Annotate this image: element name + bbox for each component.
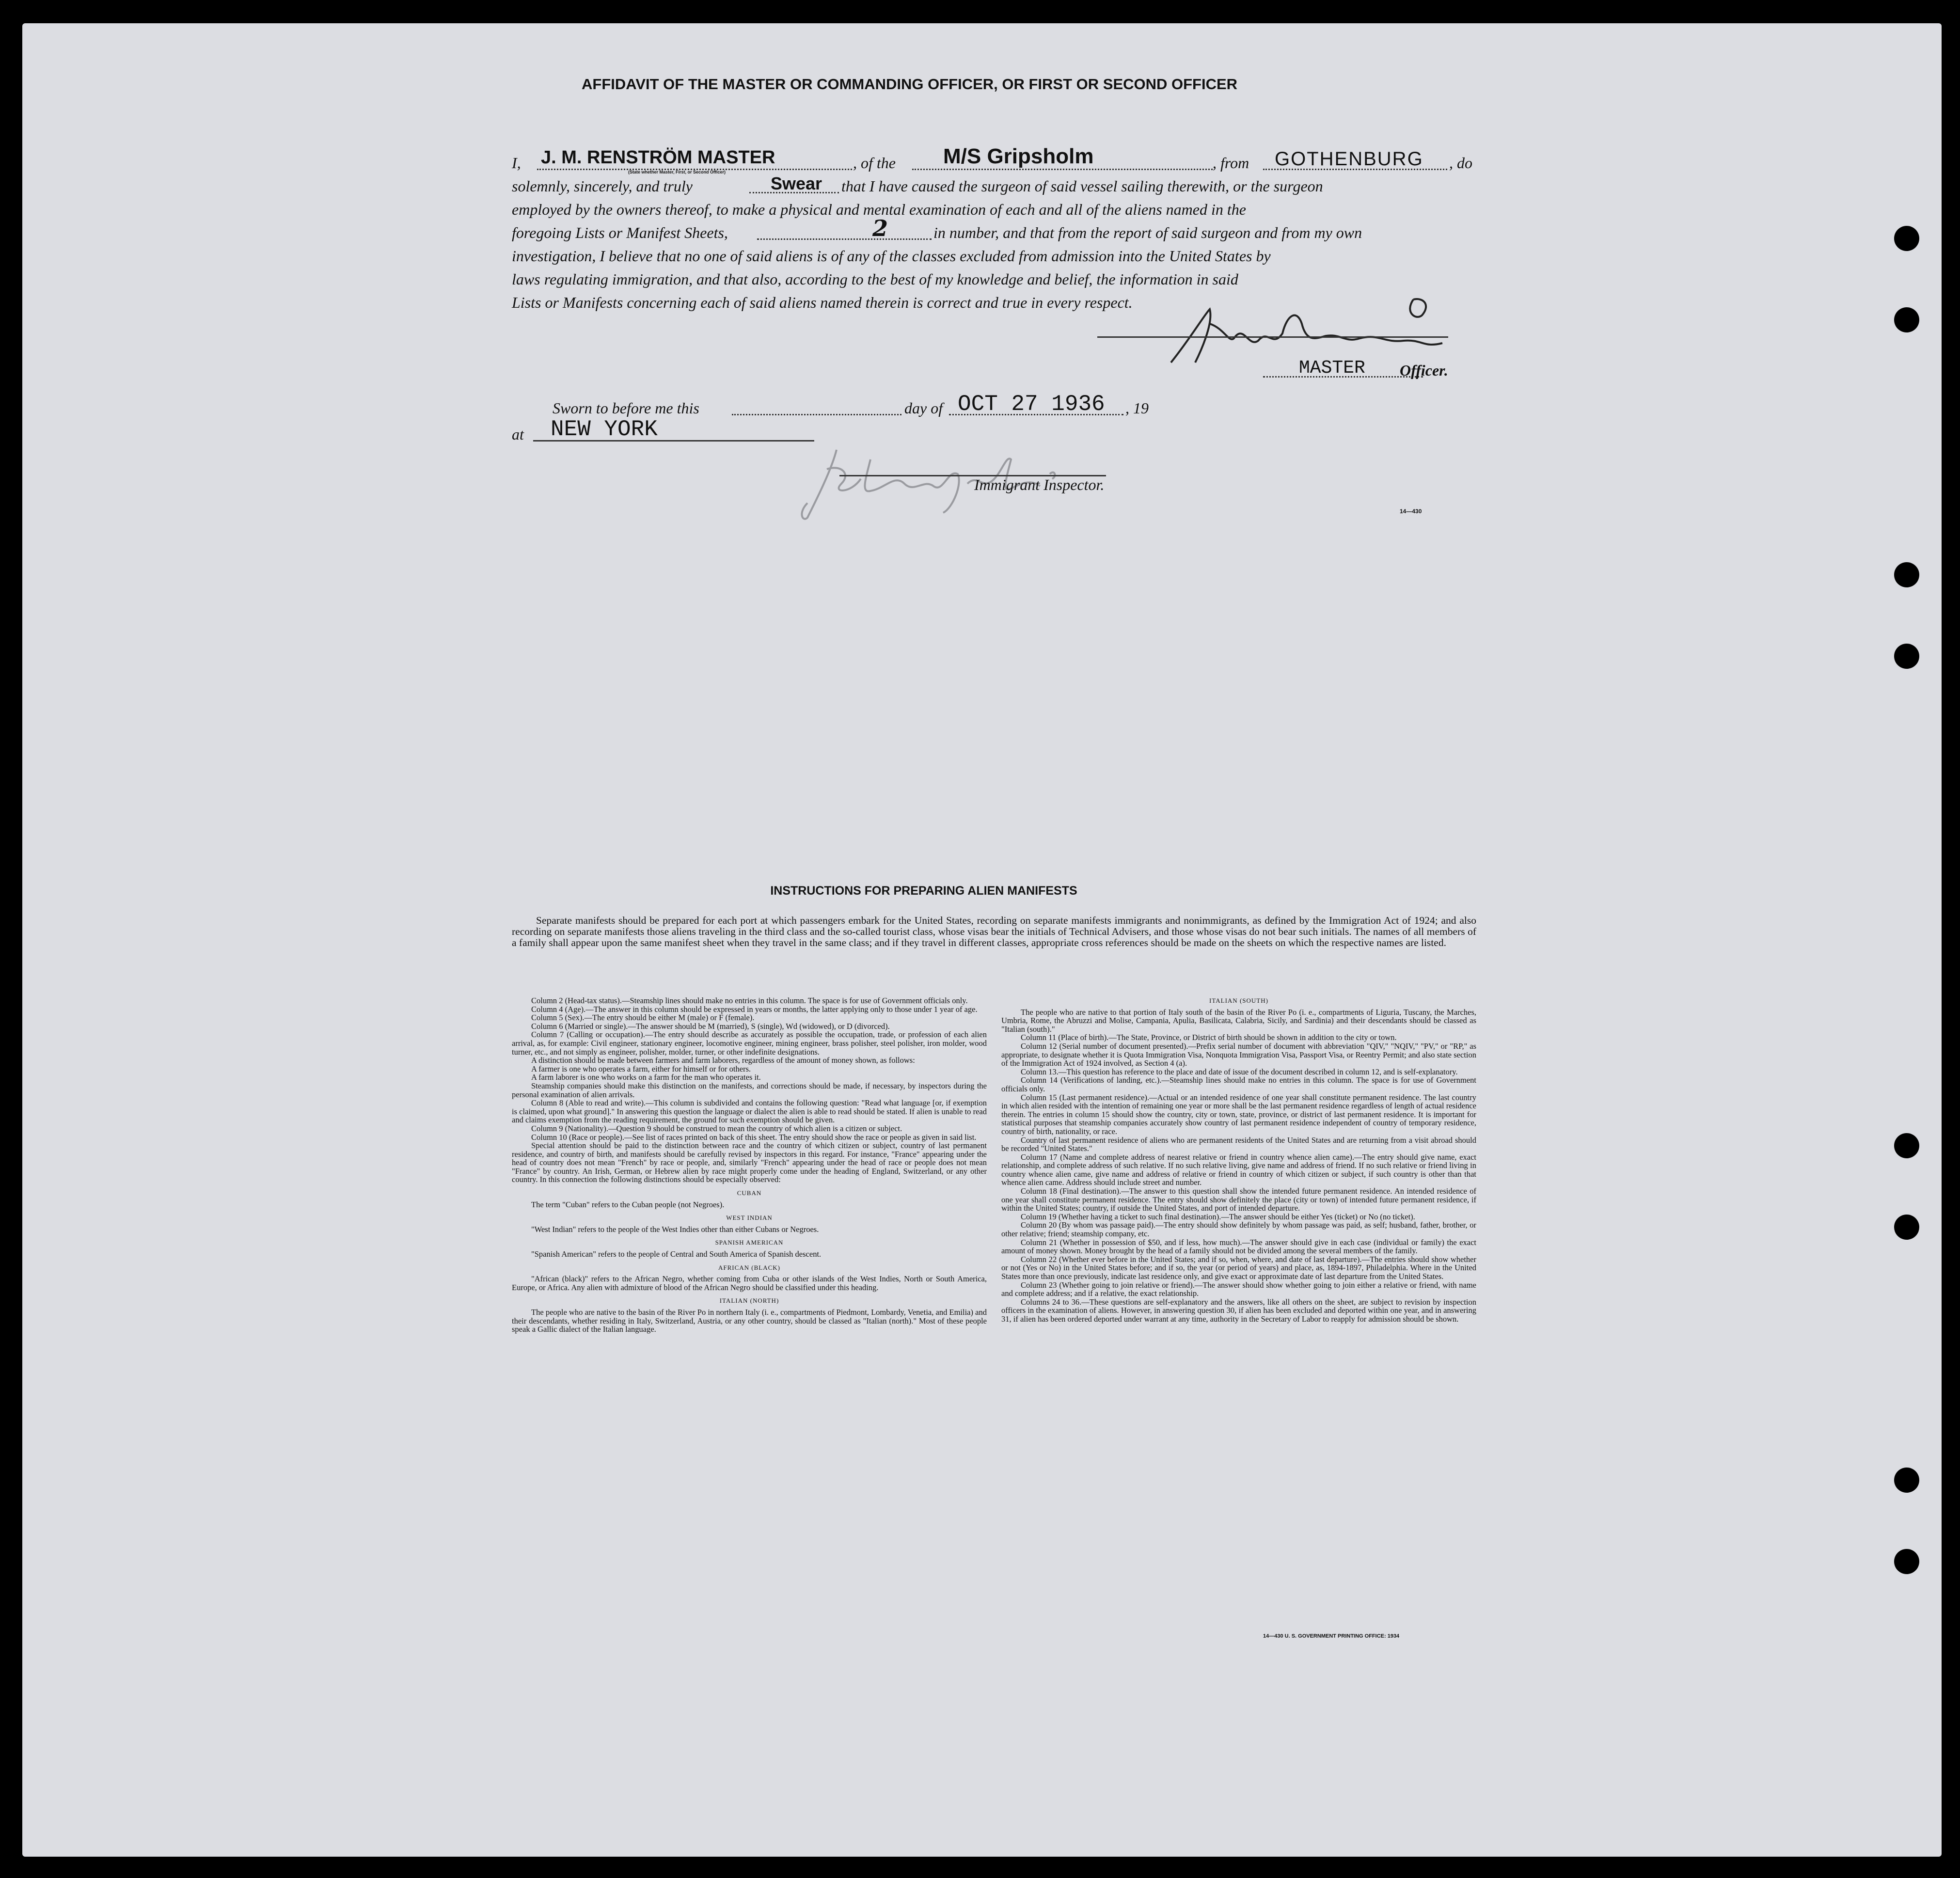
col17-instruction: Column 17 (Name and complete address of nearest relative or friend in country whence alien came).—The entry should give name, exact relationship, and complete address of such relative. If no such relative living, give name and address of friend. If no such relative or friend living in country whence alien came, give name and address of relative or friend in country of which citizen or subject, if such country is other than that whence alien came. Address should include street and number. <box>1001 1152 1476 1187</box>
punch-hole <box>1894 1468 1919 1493</box>
punch-hole <box>1894 644 1919 669</box>
vessel-underline <box>912 169 1213 170</box>
master-name-field: J. M. RENSTRÖM MASTER <box>541 147 775 168</box>
punch-hole <box>1894 562 1919 587</box>
col24-36-instruction: Columns 24 to 36.—These questions are self-explanatory and the answers, like all others on the sheet, are subject to revision by inspection officers in the examination of aliens. However, in answering question 30, if alien has been excluded and deported within one year, and in answering 31, if alien has been ordered deported under warrant at any time, authority in the Secretary of Labor to reapply for admission should be shown. <box>1001 1297 1476 1324</box>
col11-instruction: Column 11 (Place of birth).—The State, Province, or District of birth should be shown in addition to the city or town. <box>1021 1033 1397 1042</box>
heading-spanish-american: SPANISH AMERICAN <box>715 1239 784 1247</box>
col2-instruction: Column 2 (Head-tax status).—Steamship lines should make no entries in this column. The space is for use of Government officials only. <box>531 996 968 1005</box>
col5-instruction: Column 5 (Sex).—The entry should be either M (male) or F (female). <box>531 1013 755 1023</box>
west-indian-definition: "West Indian" refers to the people of the West Indies other than either Cubans or Negroes. <box>531 1224 819 1234</box>
affidavit-word-i: I, <box>512 154 521 172</box>
col8-instruction: Column 8 (Able to read and write).—This column is subdivided and contains the following question: "Read what language [or, if exemption is claimed, upon what ground]." In answering this question the language or dialect the alien is able to read should be stated. If alien is unable to read and claims exemption from the reading requirement, the ground for such exemption should be given. <box>512 1098 987 1125</box>
year-prefix: , 19 <box>1125 399 1149 417</box>
affidavit-solemnly: solemnly, sincerely, and truly <box>512 177 693 195</box>
col13-instruction: Column 13.—This question has reference to the place and date of issue of the document described in column 12, and is self-explanatory. <box>1021 1067 1458 1076</box>
instructions-left-column <box>512 996 987 1646</box>
african-definition: "African (black)" refers to the African Negro, whether coming from Cuba or other islands of the West Indies, North or South America, Europe, or Africa. Any alien with admixture of blood of the African Negro should be classified under this heading. <box>512 1274 987 1292</box>
form-number-top: 14—430 <box>1400 508 1422 515</box>
printing-office-footer: 14—430 U. S. GOVERNMENT PRINTING OFFICE: 1934 <box>1263 1633 1400 1639</box>
col15-instruction: Column 15 (Last permanent residence).—Actual or an intended residence of one year shall constitute permanent residence. The last country in which alien resided with the intention of remaining one year or more shall be the last permanent residence regardless of length of actual residence therein. The entries in column 15 should show the country, city or town, state, province, or district of last permanent residence. It is important for statistical purposes that steamship companies accurately show country of last permanent residence independent of country of temporary residence, country of birth, nationality, or race. <box>1001 1092 1476 1136</box>
italian-south-definition: The people who are native to that portion of Italy south of the basin of the River Po (i. e., compartments of Liguria, Tuscany, the Marches, Umbria, Rome, the Abruzzi and Molise, Campania, Apulia, Basilicata, Calabria, Sicily, and Sardinia) and their descendants should be classed as "Italian (south)." <box>1001 1007 1476 1034</box>
farmer-distinction: A distinction should be made between farmers and farm laborers, regardless of the amount of money shown, as follows: <box>531 1056 915 1065</box>
immigrant-inspector-label: Immigrant Inspector. <box>974 476 1105 493</box>
officer-label: Officer. <box>1400 362 1448 379</box>
col4-instruction: Column 4 (Age).—The answer in this column should be expressed in years or months, the latter applying only to those under 1 year of age. <box>531 1004 978 1014</box>
col9-instruction: Column 9 (Nationality).—Question 9 should be construed to mean the country of which alien is a citizen or subject. <box>531 1123 902 1133</box>
col18-instruction: Column 18 (Final destination).—The answer to this question shall show the intended future permanent residence. An intended residence of one year shall constitute permanent residence. The entry should show definitely the place (city or town) of intended future permanent residence, if within the United States; country, if outside the United States, and port of intended departure. <box>1001 1186 1476 1213</box>
affidavit-word-do: , do <box>1449 154 1472 172</box>
document-sheet <box>22 23 1942 1857</box>
state-whether-note: (State whether Master, First, or Second Officer) <box>628 170 726 174</box>
day-underline <box>732 414 901 415</box>
farm-laborer-definition: A farm laborer is one who works on a farm for the man who operates it. <box>531 1073 761 1082</box>
affidavit-line-7: Lists or Manifests concerning each of said aliens named therein is correct and true in every respect. <box>512 294 1133 311</box>
col10-instruction: Column 10 (Race or people).—See list of races printed on back of this sheet. The entry should show the race or people as given in said list. <box>531 1132 977 1142</box>
officer-rank-field: MASTER <box>1299 358 1365 379</box>
affidavit-foregoing: foregoing Lists or Manifest Sheets, <box>512 224 728 241</box>
heading-african: AFRICAN (BLACK) <box>718 1263 781 1271</box>
day-of-text: day of <box>904 399 943 417</box>
instructions-right-column <box>1001 996 1476 1631</box>
port-field: GOTHENBURG <box>1275 148 1423 170</box>
col6-instruction: Column 6 (Married or single).—The answer should be M (married), S (single), Wd (widowed), or D (divorced). <box>531 1021 890 1031</box>
col19-instruction: Column 19 (Whether having a ticket to such final destination).—The answer should be either Yes (ticket) or No (no ticket). <box>1021 1212 1415 1221</box>
affidavit-word-of-the: , of the <box>853 154 896 172</box>
col20-instruction: Column 20 (By whom was passage paid).—The entry should show definitely by whom passage was paid, as self; husband, father, brother, or other relative; friend; steamship company, etc. <box>1001 1220 1476 1239</box>
col22-instruction: Column 22 (Whether ever before in the United States; and if so, when, where, and date of last departure).—The entries should show whether or not (Yes or No) in the United States before; and if so, the year (or period of years) and place, as, 1894-1897, Philadelphia. Where in the United States more than once previously, indicate last residence only, and give exact or approximate date of last departure from the United States. <box>1001 1254 1476 1281</box>
punch-hole <box>1894 1549 1919 1574</box>
affidavit-that-clause: that I have caused the surgeon of said vessel sailing therewith, or the surgeon <box>841 177 1323 195</box>
heading-italian-north: ITALIAN (NORTH) <box>719 1297 779 1305</box>
col21-instruction: Column 21 (Whether in possession of $50, and if less, how much).—The answer should give in each case (individual or family) the exact amount of money shown. Money brought by the head of a family should not be divided among the several members of the family. <box>1001 1237 1476 1256</box>
col14-instruction: Column 14 (Verifications of landing, etc.).—Steamship lines should make no entries in this column. The space is for use of Government officials only. <box>1001 1075 1476 1093</box>
heading-west-indian: WEST INDIAN <box>726 1214 773 1222</box>
sheets-underline <box>757 238 932 240</box>
us-residence-note: Country of last permanent residence of aliens who are permanent residents of the United States and are returning from a visit abroad should be recorded "United States." <box>1001 1135 1476 1153</box>
sheets-count-field: 2 <box>872 215 888 241</box>
col12-instruction: Column 12 (Serial number of document presented).—Prefix serial number of document with abbreviation "QIV," "NQIV," "PV," or "RP," as appropriate, to designate whether it is Quota Immigration Visa, Nonquota Immigration Visa, Passport Visa, or Reentry Permit; and also state section of the Immigration Act of 1924 involved, as Section 4 (a). <box>1001 1041 1476 1068</box>
punch-hole <box>1894 226 1919 251</box>
affidavit-line-3: employed by the owners thereof, to make a physical and mental examination of each and all of the aliens named in the <box>512 201 1246 218</box>
italian-north-definition: The people who are native to the basin of the River Po in northern Italy (i. e., compartments of Piedmont, Lombardy, Venetia, and Emilia) and their descendants, whether residing in Italy, Switzerland, Austria, or any other country, should be classed as "Italian (north)." Most of these people speak a Gallic dialect of the Italian language. <box>512 1308 987 1334</box>
spanish-american-definition: "Spanish American" refers to the people of Central and South America of Spanish descent. <box>531 1249 822 1259</box>
heading-italian-south: ITALIAN (SOUTH) <box>1209 997 1268 1004</box>
punch-hole <box>1894 307 1919 332</box>
at-text: at <box>512 426 524 443</box>
affidavit-word-from: , from <box>1213 154 1249 172</box>
oath-field: Swear <box>771 174 822 193</box>
col23-instruction: Column 23 (Whether going to join relative or friend).—The answer should show whether going to join either a relative or friend, with name and complete address; and if a relative, the exact relationship. <box>1001 1280 1476 1298</box>
affidavit-in-number: in number, and that from the report of said surgeon and from my own <box>933 224 1362 241</box>
affidavit-line-6: laws regulating immigration, and that also, according to the best of my knowledge and belief, the information in said <box>512 270 1238 288</box>
sworn-date-field: OCT 27 1936 <box>958 392 1105 417</box>
cuban-definition: The term "Cuban" refers to the Cuban people (not Negroes). <box>531 1199 725 1209</box>
affidavit-line-5: investigation, I believe that no one of said aliens is of any of the classes excluded from admission into the United States by <box>512 247 1271 265</box>
punch-hole <box>1894 1215 1919 1240</box>
signature-line <box>1097 336 1448 338</box>
race-country-distinction: Special attention should be paid to the distinction between race and the country of which citizen or subject, country of last permanent residence, and country of birth, and manifests should be carefully revised by inspectors in this regard. For instance, "France" appearing under the head of country does not mean "French" by race or people, and, similarly "French" appearing under the head of race or people does not mean "France" by country. An Irish, German, or Hebrew alien by race might properly come under the heading of England, Switzerland, or any other country. In this connection the following distinctions should be especially observed: <box>512 1141 987 1184</box>
farmer-definition: A farmer is one who operates a farm, either for himself or for others. <box>531 1064 751 1073</box>
punch-hole <box>1894 1133 1919 1158</box>
vessel-name-field: M/S Gripsholm <box>943 144 1094 168</box>
instructions-title: INSTRUCTIONS FOR PREPARING ALIEN MANIFESTS <box>770 884 1077 898</box>
affidavit-title: AFFIDAVIT OF THE MASTER OR COMMANDING OFFICER, OR FIRST OR SECOND OFFICER <box>582 76 1238 93</box>
instructions-intro: Separate manifests should be prepared for each port at which passengers embark for the United States, recording on separate manifests immigrants and nonimmigrants, as defined by the Immigration Act of 1924; and also recording on separate manifests those aliens traveling in the third class and the so-called tourist class, whose visas bear the initials of Technical Advisers, and those whose visas do not bear such initials. The names of all members of a family shall appear upon the same manifest sheet when they travel in the same class; and if they travel in different classes, appropriate cross references should be made on the sheets on which the respective names are listed. <box>512 915 1476 948</box>
col7-instruction: Column 7 (Calling or occupation).—The entry should describe as accurately as possible the occupation, trade, or profession of each alien arrival, as, for example: Civil engineer, stationary engineer, locomotive engineer, mining engineer, brass polisher, steel polisher, iron molder, wood turner, etc., and not simply as engineer, polisher, molder, turner, or other indefinite designations. <box>512 1030 987 1057</box>
sworn-place-field: NEW YORK <box>551 417 658 442</box>
sworn-text: Sworn to before me this <box>553 399 699 417</box>
heading-cuban: CUBAN <box>737 1189 762 1197</box>
steamship-distinction: Steamship companies should make this distinction on the manifests, and corrections should be made, if necessary, by inspectors during the personal examination of alien arrivals. <box>512 1081 987 1099</box>
